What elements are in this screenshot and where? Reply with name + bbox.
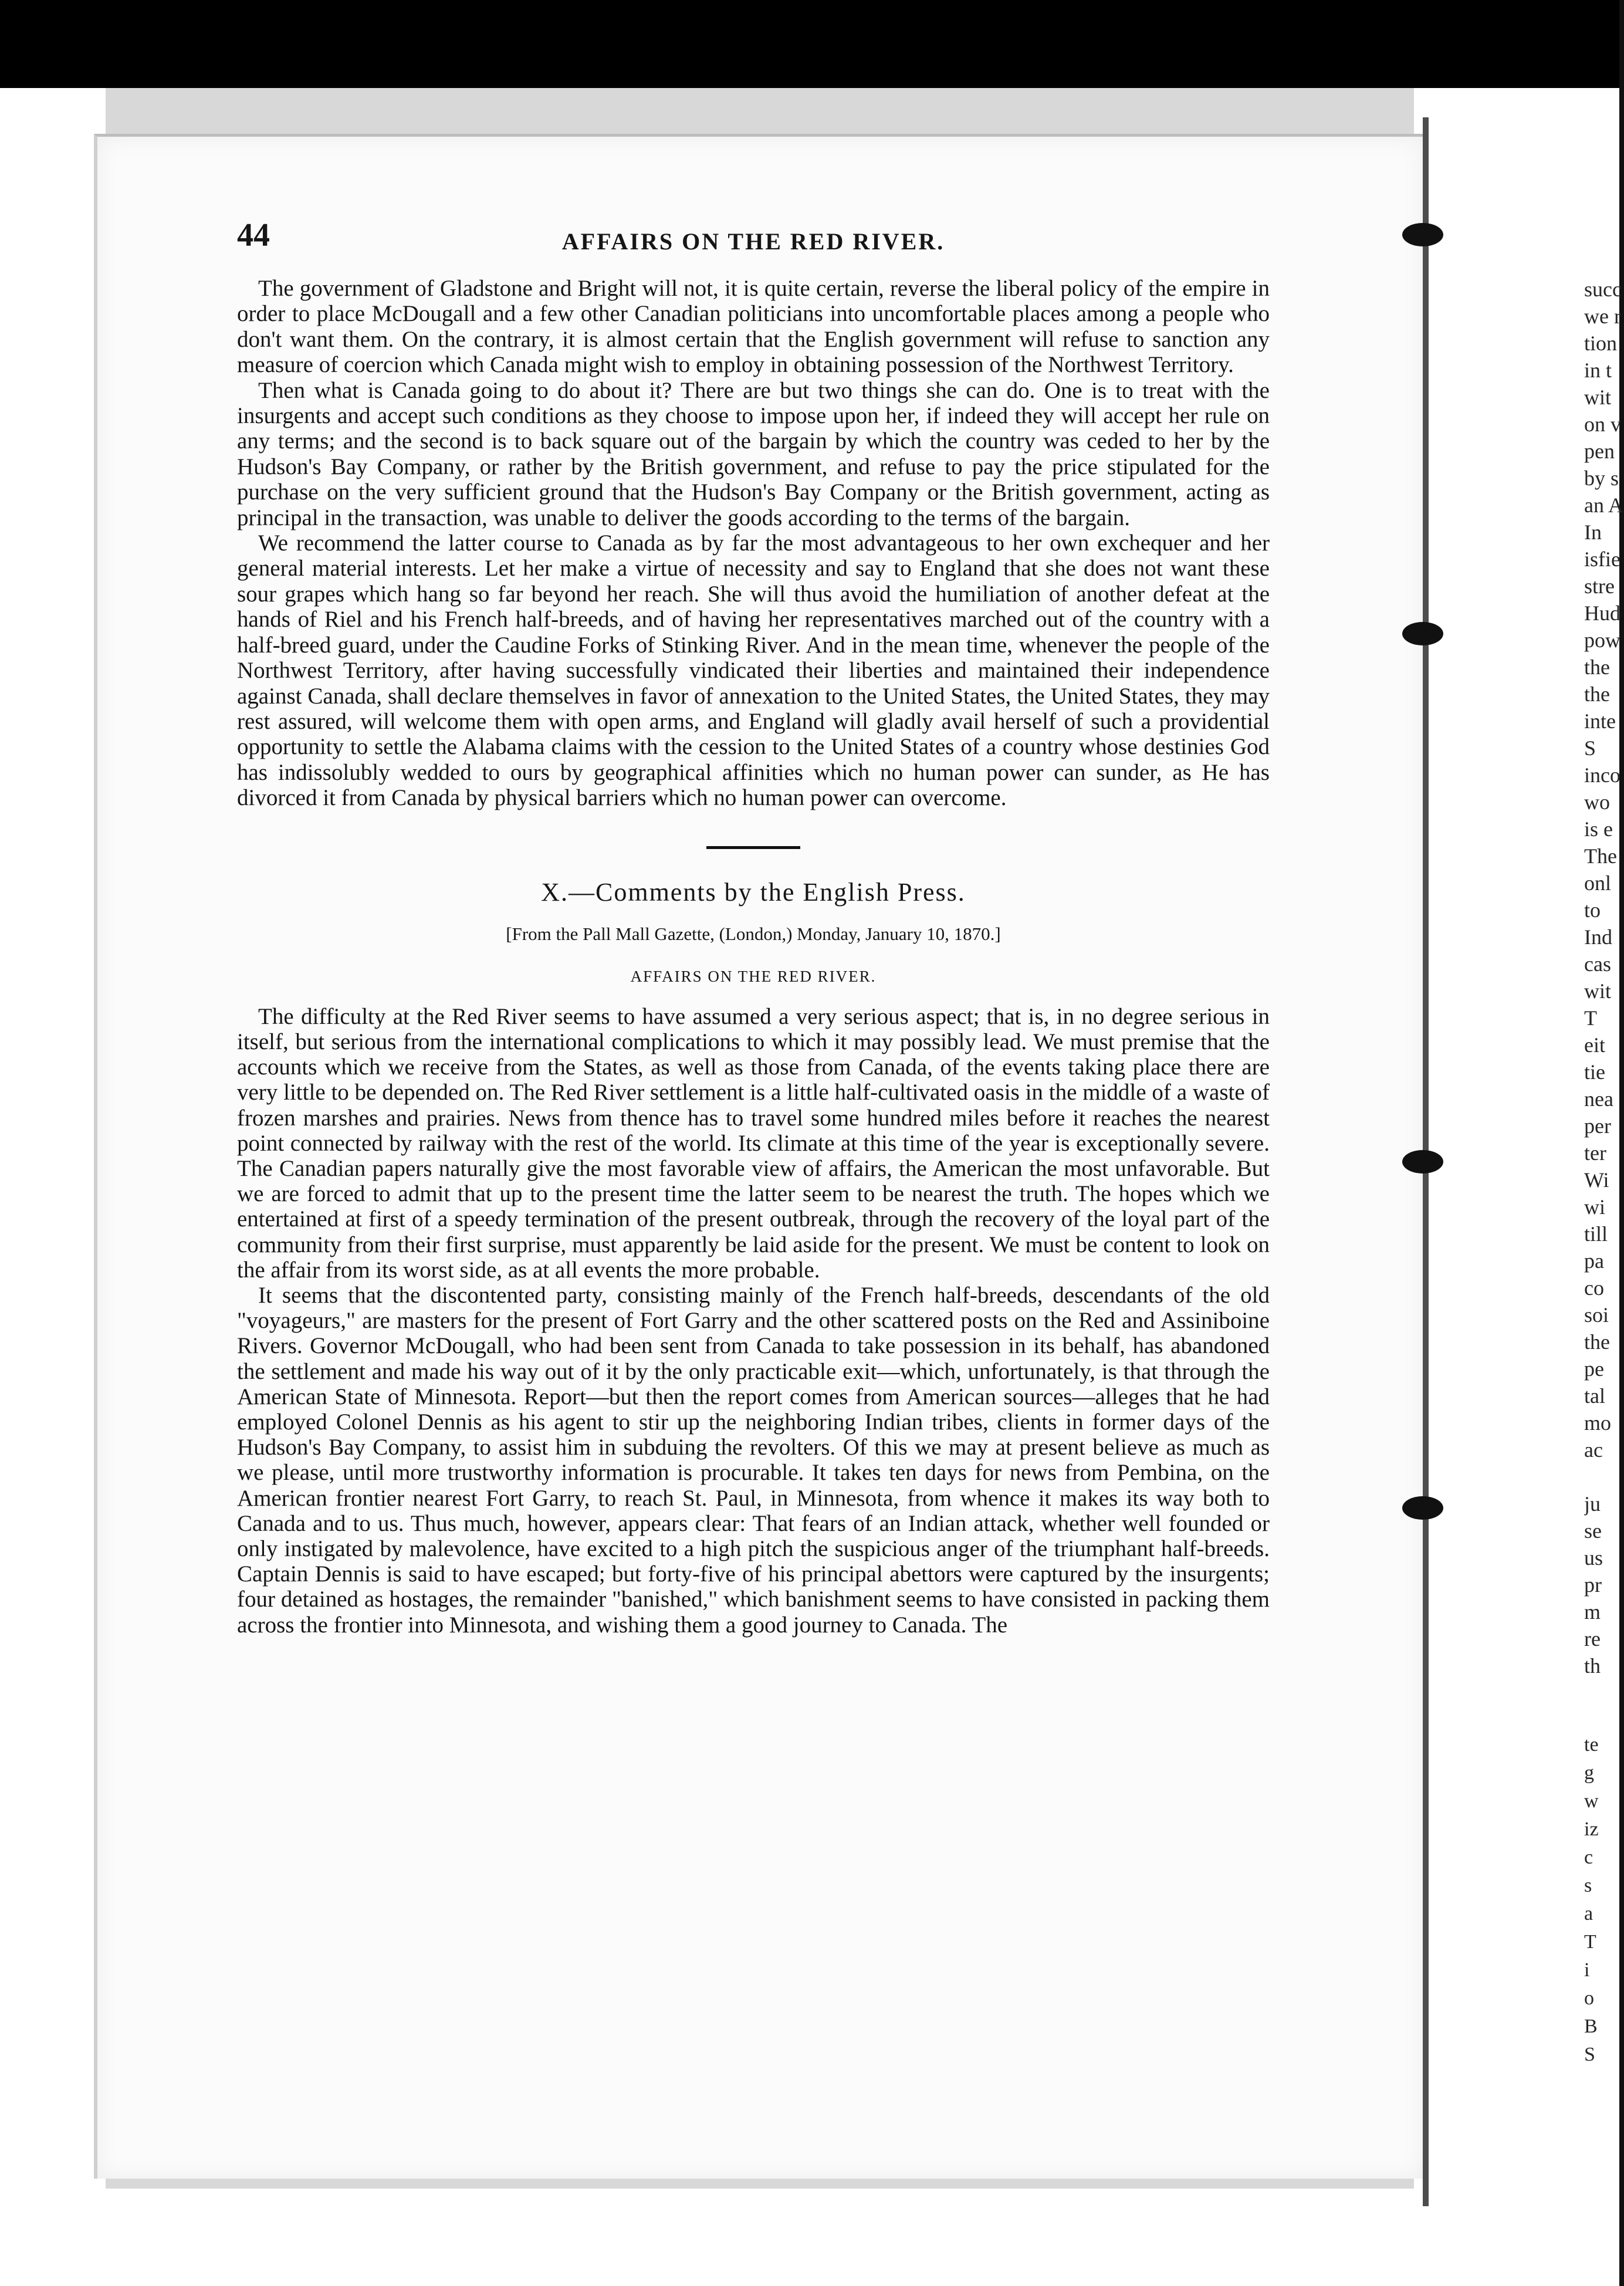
margin-fragment: inte [1584, 709, 1616, 733]
margin-fragment: till [1584, 1222, 1608, 1246]
margin-fragment: i [1584, 1959, 1590, 1981]
margin-fragment: isfie [1584, 547, 1620, 571]
margin-fragment: the [1584, 655, 1610, 679]
article-part-2 [237, 1004, 1270, 1638]
margin-fragment: ac [1584, 1438, 1603, 1462]
margin-fragment: S [1584, 736, 1596, 760]
margin-fragment: pr [1584, 1573, 1602, 1597]
margin-fragment: w [1584, 1790, 1599, 1812]
margin-fragment: a [1584, 1903, 1593, 1925]
margin-fragment: Hud [1584, 601, 1620, 625]
margin-fragment: wi [1584, 1195, 1605, 1219]
margin-fragment: pe [1584, 1357, 1604, 1381]
margin-fragment: per [1584, 1114, 1611, 1138]
margin-fragment: wit [1584, 979, 1612, 1003]
margin-fragment: is e [1584, 817, 1613, 841]
page-number: 44 [237, 217, 270, 253]
margin-fragment: inco [1584, 763, 1620, 787]
binding-clip-mark [1402, 622, 1443, 645]
margin-fragment: th [1584, 1654, 1601, 1678]
page-content [237, 217, 1270, 1638]
margin-fragment: nea [1584, 1087, 1613, 1111]
section-heading: X.—Comments by the English Press. [541, 877, 966, 907]
facing-page-fragments-lower [1584, 1731, 1624, 2069]
margin-fragment: mo [1584, 1411, 1612, 1435]
margin-fragment: an A [1584, 493, 1623, 517]
margin-fragment: the [1584, 682, 1610, 706]
margin-fragment: us [1584, 1546, 1603, 1570]
margin-fragment: g [1584, 1762, 1594, 1784]
margin-fragment: iz [1584, 1818, 1599, 1840]
margin-fragment: m [1584, 1600, 1601, 1624]
margin-fragment: The [1584, 844, 1617, 868]
margin-fragment: wit [1584, 385, 1612, 409]
margin-fragment: s [1584, 1875, 1592, 1896]
margin-fragment: by s [1584, 466, 1619, 490]
margin-fragment: co [1584, 1276, 1604, 1300]
page-header [237, 217, 1270, 258]
scan-speck [69, 1432, 93, 1449]
source-line: [From the Pall Mall Gazette, (London,) Monday, January 10, 1870.] [506, 923, 1001, 944]
paragraph: It seems that the discontented party, consisting mainly of the French half-breeds, descendants of the old "voyageurs," are masters for the present of Fort Garry and the other scattered posts on the Red and Assiniboine Rivers. Governor McDougall, who had been sent from Canada to take possession in its behalf, has abandoned the settlement and made his way out of it by the only practicable exit—which, unfortunately, is that through the American State of Minnesota. Report—but then the report comes from American sources—alleges that he had employed Colonel Dennis as his agent to stir up the neighboring Indian tribes, clients in former days of the Hudson's Bay Company, to assist him in subduing the revolters. Of this we may at present believe as much as we please, until more trustworthy information is procurable. It takes ten days for news from Pembina, on the American frontier nearest Fort Garry, to reach St. Paul, in Minnesota, from whence it makes its way both to Canada and to us. Thus much, however, appears clear: That fears of an Indian attack, whether well founded or only instigated by malevolence, have excited to a high pitch the suspicious anger of the triumphant half-breeds. Captain Dennis is said to have escaped; but forty-five of his principal abettors were captured by the insurgents; four detained as hostages, the remainder "banished," which banishment seems to have consisted in packing them across the frontier into Minnesota, and wishing them a good journey to Canada. The [237, 1282, 1270, 1638]
margin-fragment: on v [1584, 412, 1621, 436]
margin-fragment: pow [1584, 628, 1620, 652]
binding-clip-mark [1402, 1150, 1443, 1174]
binding-clip-mark [1402, 223, 1443, 246]
margin-fragment: pa [1584, 1249, 1604, 1273]
paragraph: Then what is Canada going to do about it? There are but two things she can do. One is to treat with the insurgents and accept such conditions as they choose to impose upon her, if indeed they will accept her rule on any terms; and the second is to back square out of the bargain by which the country was ceded to her by the Hudson's Bay Company, or rather by the British government, and refuse to pay the price stipulated for the purchase on the very sufficient ground that the Hudson's Bay Company or the British government, acting as principal in the transaction, was unable to deliver the goods according to the terms of the bargain. [237, 377, 1270, 530]
margin-fragment: T [1584, 1006, 1597, 1030]
margin-fragment: we r [1584, 305, 1621, 328]
margin-fragment: c [1584, 1847, 1593, 1868]
margin-fragment: In [1584, 520, 1602, 544]
margin-fragment: cas [1584, 952, 1611, 976]
margin-fragment: ter [1584, 1141, 1606, 1165]
paragraph: The difficulty at the Red River seems to have assumed a very serious aspect; that is, in no degree serious in itself, but serious from the international complications to which it may possibly lead. We must premise that the accounts which we receive from the States, as well as those from Canada, of the events taking place there are very little to be depended on. The Red River settlement is a little half-cultivated oasis in the middle of a waste of frozen marshes and prairies. News from thence has to travel some hundred miles before it reaches the nearest point connected by railway with the rest of the world. Its climate at this time of the year is exceptionally severe. The Canadian papers naturally give the most favorable view of affairs, the American the most unfavorable. But we are forced to admit that up to the present time the latter seem to be nearest the truth. The hopes which we entertained at first of a speedy termination of the present outbreak, through the recovery of the loyal part of the community from their first surprise, must apparently be laid aside for the present. We must be content to look on the affair from its worst side, as at all events the more probable. [237, 1003, 1270, 1283]
scan-left-margin [0, 88, 106, 2286]
margin-fragment: to [1584, 898, 1601, 922]
margin-fragment: tie [1584, 1060, 1605, 1084]
section-divider [706, 846, 800, 849]
scan-border-top [0, 0, 1624, 88]
margin-fragment [1584, 1463, 1624, 1490]
margin-fragment: wo [1584, 790, 1610, 814]
margin-fragment: soi [1584, 1303, 1609, 1327]
margin-fragment: stre [1584, 574, 1615, 598]
margin-fragment: se [1584, 1519, 1602, 1543]
margin-fragment: in t [1584, 359, 1612, 382]
paragraph: We recommend the latter course to Canada as by far the most advantageous to her own exchequer and her general material interests. Let her make a virtue of necessity and say to England that she does not want these sour grapes which hang so far beyond her reach. She will thus avoid the humiliation of another defeat at the hands of Riel and his French half-breeds, and of having her representatives marched out of the country with a half-breed guard, under the Caudine Forks of Stinking River. And in the mean time, whenever the people of the Northwest Territory, after having successfully vindicated their liberties and maintained their independence against Canada, shall declare themselves in favor of annexation to the United States, the United States, they may rest assured, will welcome them with open arms, and England will gladly avail herself of such a providential opportunity to settle the Alabama claims with the cession to the United States of a country whose destinies God has indissolubly wedded to ours by geographical affinities which no human power can sunder, as He has divorced it from Canada by physical barriers which no human power can overcome. [237, 530, 1270, 811]
paragraph: The government of Gladstone and Bright will not, it is quite certain, reverse the liberal policy of the empire in order to place McDougall and a few other Canadian politicians into uncomfortable places among a people who don't want them. On the contrary, it is almost certain that the English government will refuse to sanction any measure of coercion which Canada might wish to employ in obtaining possession of the Northwest Territory. [237, 276, 1270, 378]
margin-fragment: S [1584, 2044, 1595, 2065]
margin-fragment: tion [1584, 332, 1618, 355]
margin-fragment: B [1584, 2016, 1598, 2037]
margin-fragment: Ind [1584, 925, 1612, 949]
facing-page-fragments-upper [1584, 276, 1624, 1679]
margin-fragment: ju [1584, 1492, 1601, 1516]
running-title: AFFAIRS ON THE RED RIVER. [561, 228, 945, 255]
margin-fragment: re [1584, 1627, 1601, 1651]
margin-fragment: succ [1584, 278, 1622, 301]
binding-clip-mark [1402, 1496, 1443, 1520]
margin-fragment: T [1584, 1931, 1596, 1953]
margin-fragment: eit [1584, 1033, 1605, 1057]
margin-fragment: te [1584, 1734, 1599, 1756]
margin-fragment: onl [1584, 871, 1612, 895]
margin-fragment: Wi [1584, 1168, 1609, 1192]
margin-fragment: o [1584, 1987, 1594, 2009]
article-part-1 [237, 276, 1270, 811]
article-title: AFFAIRS ON THE RED RIVER. [630, 968, 877, 986]
margin-fragment: the [1584, 1330, 1610, 1354]
margin-fragment: tal [1584, 1384, 1605, 1408]
margin-fragment: pen [1584, 439, 1615, 463]
